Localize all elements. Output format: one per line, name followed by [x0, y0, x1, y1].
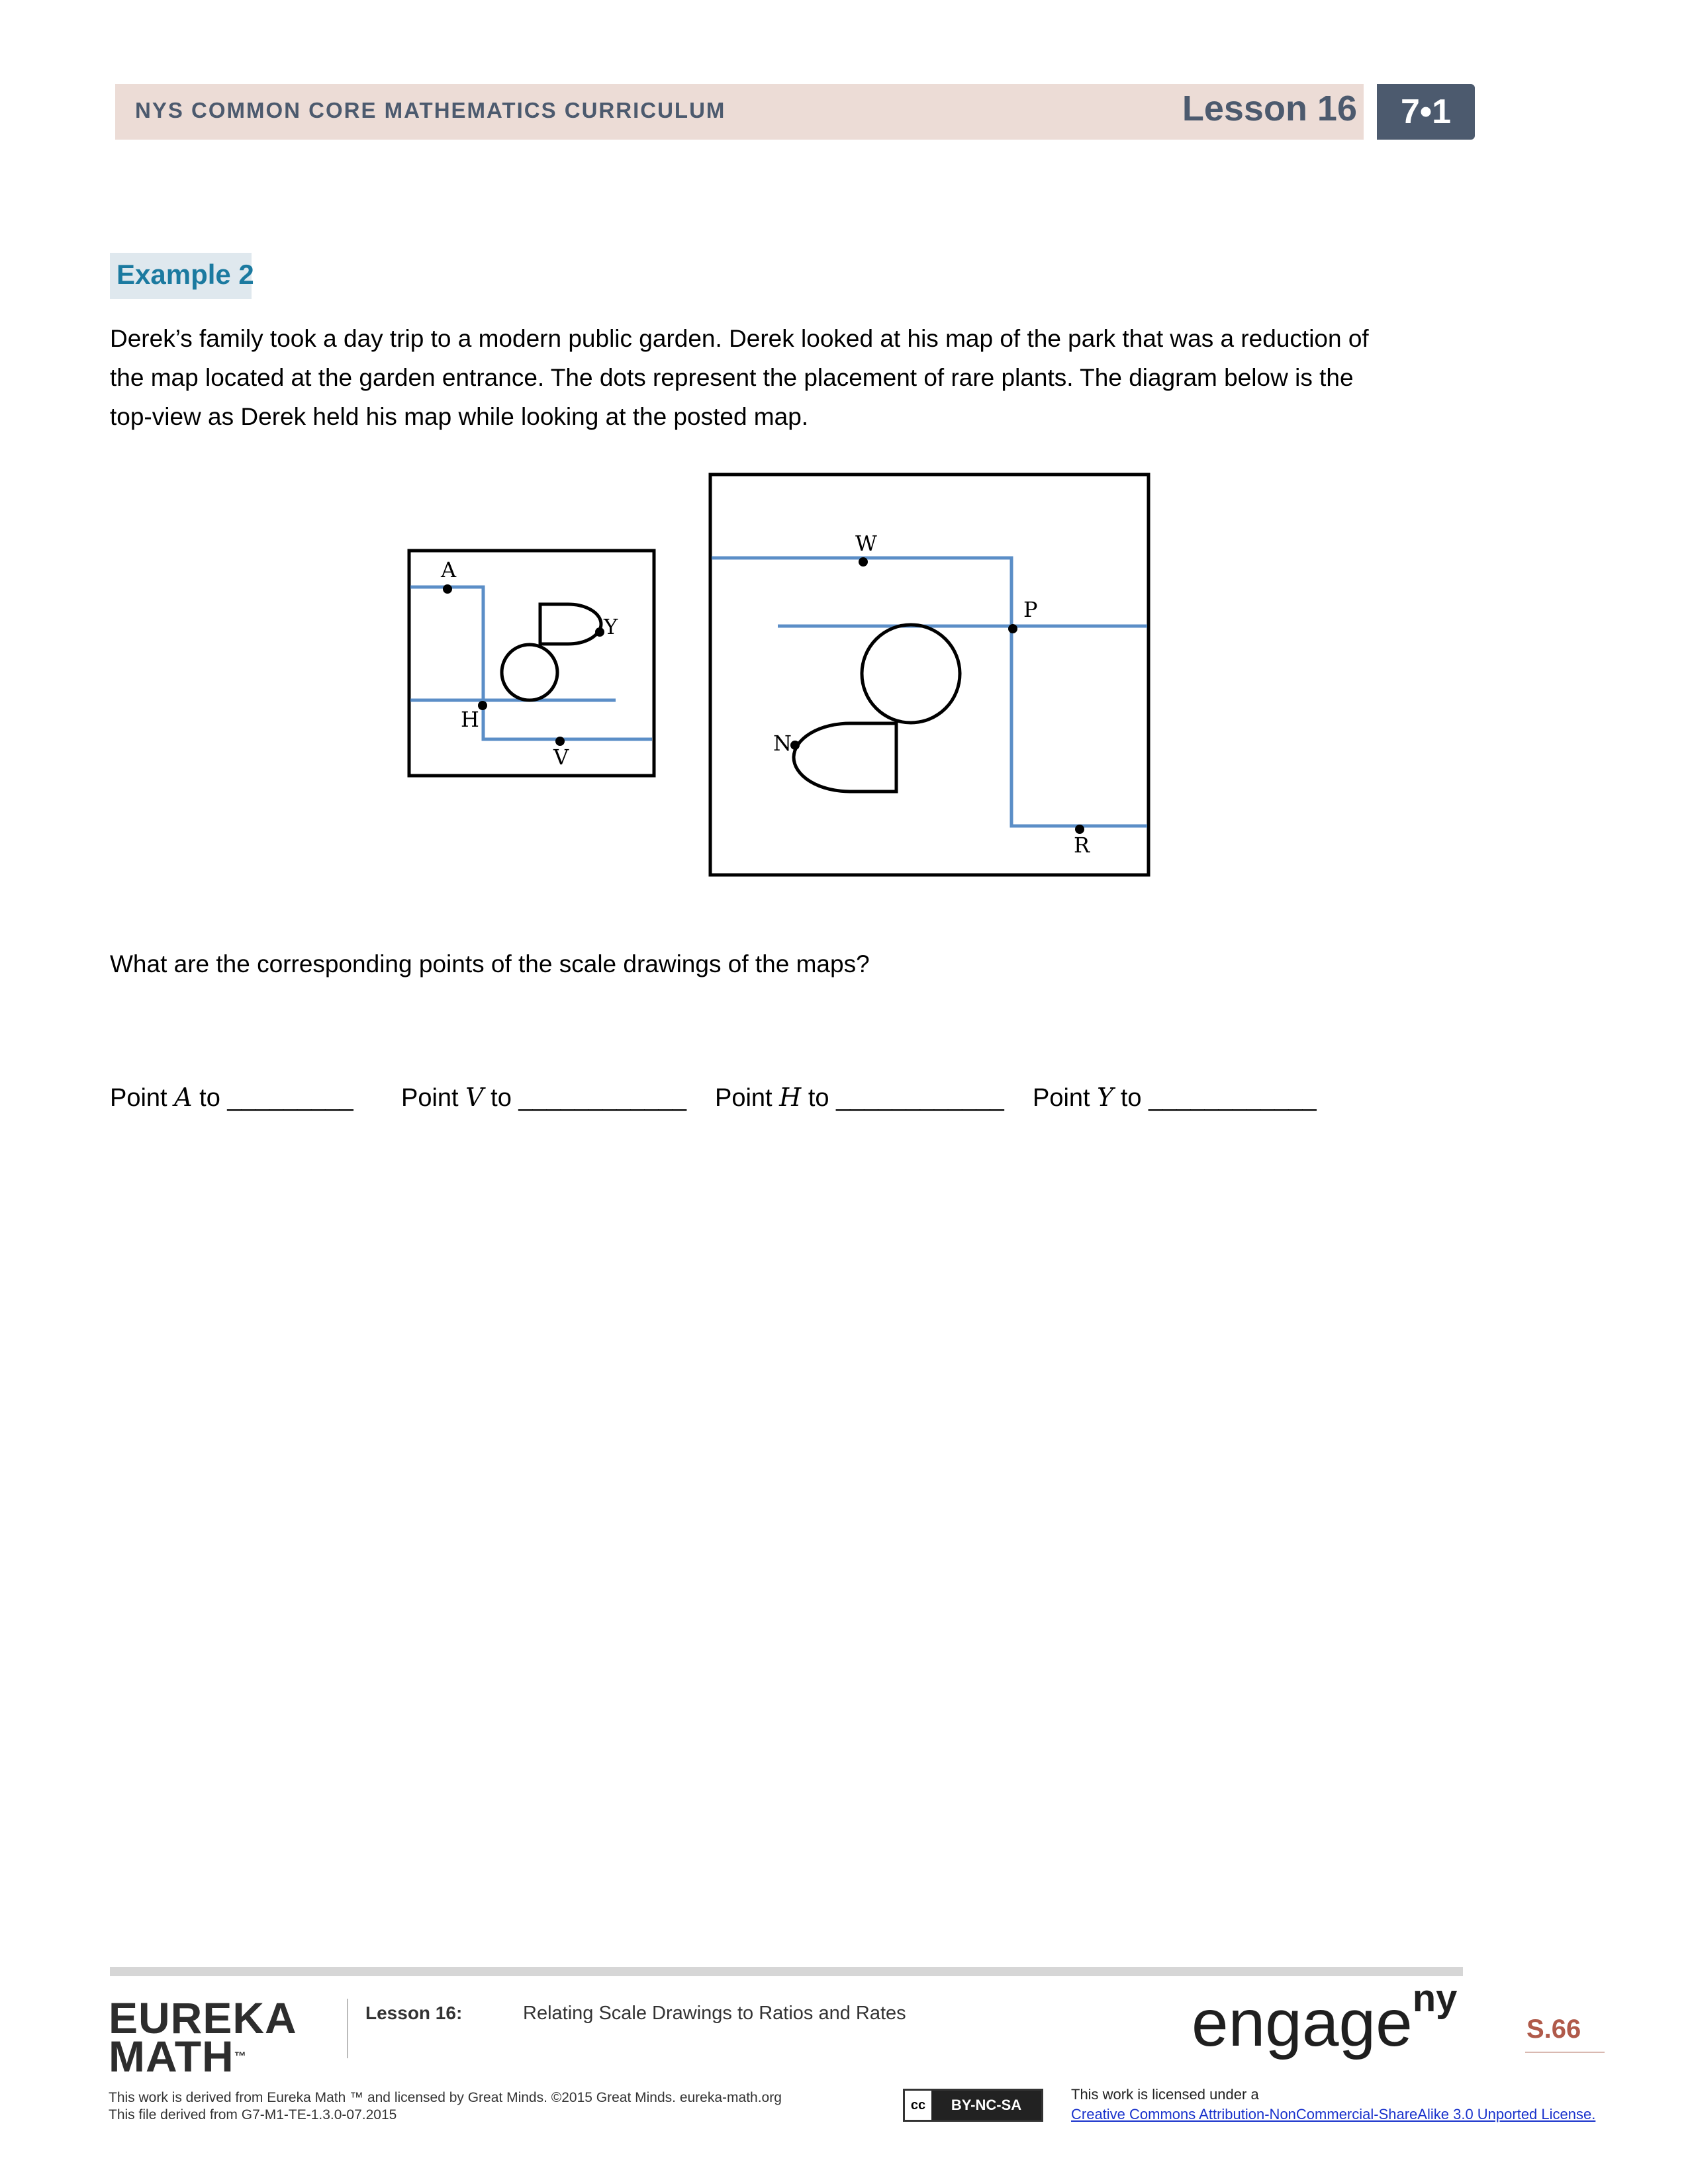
answer-blank: to ____________: [1113, 1084, 1317, 1112]
small-map-border: [409, 551, 654, 776]
cc-badge-text: BY-NC-SA: [931, 2091, 1041, 2120]
point-w-dot: [859, 557, 868, 567]
point-n-dot: [790, 741, 800, 750]
map-diagram: [397, 463, 1165, 887]
answer-point-y[interactable]: [1033, 1083, 1317, 1113]
footer-derived-note: This work is derived from Eureka Math ™ and licensed by Great Minds. ©2015 Great Minds. eureka-math.org This file derived from G7-M1-TE-1.3.0-07.2015: [109, 2090, 782, 2122]
large-map-border: [710, 475, 1149, 875]
answer-point-v[interactable]: [401, 1083, 686, 1113]
cc-license-badge[interactable]: [903, 2089, 1043, 2122]
answer-var: V: [465, 1083, 484, 1112]
point-n-label: N: [773, 731, 792, 756]
eureka-math-logo: [109, 1993, 297, 2081]
answer-blank: to ____________: [483, 1084, 687, 1112]
logo-tm: ™: [234, 2050, 247, 2063]
point-a-label: A: [441, 557, 457, 582]
footer-license: This work is licensed under a Creative Commons Attribution-NonCommercial-ShareAlike 3.0 Unported License.: [1071, 2085, 1595, 2124]
paragraph-line: Derek’s family took a day trip to a modern public garden. Derek looked at his map of the park that was a reduction of: [110, 325, 1369, 352]
point-v-label: V: [553, 745, 569, 770]
point-y-label: Y: [604, 614, 618, 639]
cc-icon: cc: [910, 2097, 926, 2113]
footer-lesson-title: Relating Scale Drawings to Ratios and Rates: [523, 2003, 906, 2024]
module-badge: 7•1: [1377, 84, 1475, 140]
point-y-dot: [595, 627, 604, 637]
small-map: [409, 551, 654, 776]
point-r-label: R: [1074, 833, 1090, 858]
lesson-title: Lesson 16: [1182, 89, 1357, 128]
curriculum-title: NYS COMMON CORE MATHEMATICS CURRICULUM: [135, 98, 726, 122]
logo-line-2: MATH™: [109, 2032, 247, 2081]
answer-point-h[interactable]: [715, 1083, 1004, 1113]
answer-blank: to ____________: [801, 1084, 1004, 1112]
paragraph-line: top-view as Derek held his map while looking at the posted map.: [110, 403, 809, 430]
answer-prefix: Point: [715, 1084, 780, 1112]
answer-prefix: Point: [401, 1084, 466, 1112]
logo-line-1: EUREKA: [109, 1993, 297, 2042]
small-map-road: [410, 587, 652, 739]
engageny-logo: engage$^{ny}$: [1192, 1976, 1458, 2060]
point-p-dot: [1008, 624, 1017, 633]
example-label: Example 2: [117, 259, 254, 290]
paragraph-line: the map located at the garden entrance. The dots represent the placement of rare plants. The diagram below is the: [110, 364, 1354, 391]
small-map-circle: [502, 645, 557, 700]
answer-var: H: [779, 1083, 802, 1112]
large-map: [710, 475, 1149, 875]
large-map-road: [712, 558, 1147, 826]
footer-lesson-label: Lesson 16:: [365, 2003, 463, 2023]
license-link[interactable]: Creative Commons Attribution-NonCommercial-ShareAlike 3.0 Unported License.: [1071, 2106, 1596, 2122]
answer-var: Y: [1097, 1083, 1114, 1112]
point-p-label: P: [1023, 597, 1038, 622]
example-paragraph: [110, 319, 1474, 436]
answer-blank: to _________: [192, 1084, 353, 1112]
answer-prefix: Point: [110, 1084, 175, 1112]
question-text: What are the corresponding points of the scale drawings of the maps?: [110, 950, 870, 978]
point-w-label: W: [855, 531, 877, 556]
engageny-sup: ny: [1412, 1976, 1458, 2020]
page-number-rule: [1525, 2052, 1605, 2053]
footer-divider: [347, 1999, 348, 2058]
answer-point-a[interactable]: [110, 1083, 353, 1113]
point-h-dot: [478, 701, 487, 710]
large-map-teardrop: [794, 723, 896, 792]
answer-var: A: [174, 1083, 193, 1112]
footer-rule: [110, 1967, 1463, 1976]
answer-prefix: Point: [1033, 1084, 1098, 1112]
point-h-label: H: [461, 707, 479, 732]
point-a-dot: [443, 584, 452, 594]
small-map-teardrop: [540, 604, 601, 644]
large-map-circle: [862, 625, 960, 723]
page-number: S.66: [1526, 2015, 1581, 2044]
